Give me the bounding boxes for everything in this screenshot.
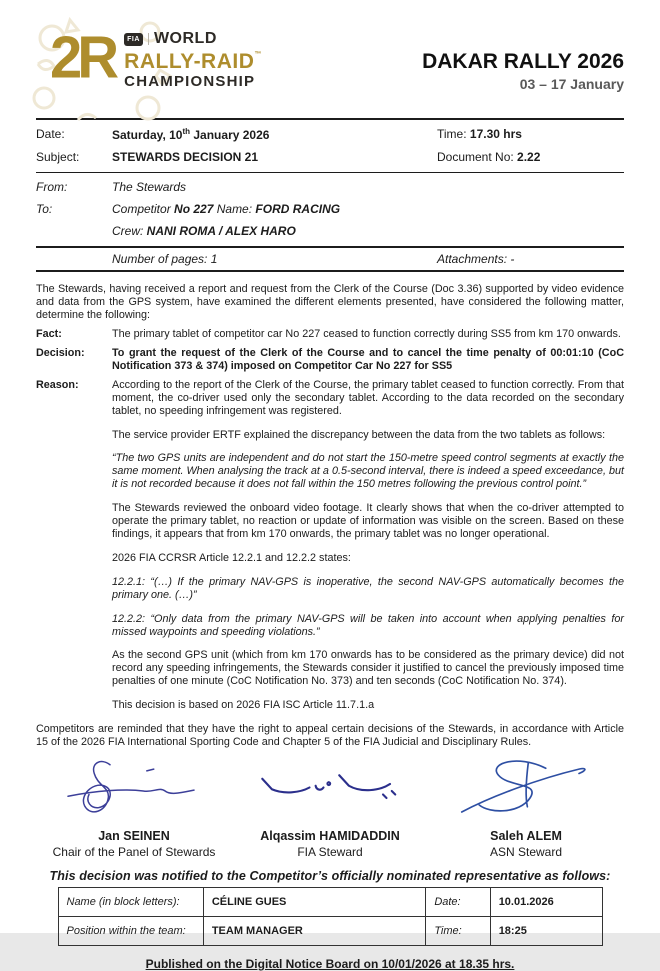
- article-1221-quote: 12.2.1: “(…) If the primary NAV-GPS is inoperative, the second NAV-GPS automatically becomes the primary one. (…)”: [112, 575, 624, 601]
- position-label: Position within the team:: [58, 916, 203, 945]
- from-value: The Stewards: [112, 180, 187, 194]
- intro-paragraph: The Stewards, having received a report and request from the Clerk of the Course (Doc 3.36) supported by video evidence and data from the GPS system, have examined the different elements presented, have considered the following matter, determine the following:: [36, 282, 624, 321]
- logo-world-text: WORLD: [153, 30, 217, 47]
- time-label: Time:: [426, 916, 490, 945]
- crew-value: Crew: NANI ROMA / ALEX HARO: [112, 224, 296, 238]
- appeal-paragraph: Competitors are reminded that they have the right to appeal certain decisions of the Stewards, in accordance with Article 15 of the 2026 FIA International Sporting Code and Chapter 5 of the FIA Judicial and Disciplinary Rules.: [36, 722, 624, 748]
- position-value: TEAM MANAGER: [203, 916, 426, 945]
- signatures-block: [36, 755, 624, 859]
- fia-badge: FIA: [124, 33, 143, 46]
- steward-role: Chair of the Panel of Stewards: [52, 844, 216, 859]
- from-label: From:: [36, 180, 68, 194]
- name-value: CÉLINE GUES: [203, 887, 426, 916]
- to-label: To:: [36, 202, 53, 216]
- reason-paragraph-5: As the second GPS unit (which from km 170 onwards has to be considered as the primary device) did not record any speeding infringements, the Stewards consider it justified to cancel the previously imposed time penalties of one minute (CoC Notification No. 373) and ten seconds (CoC Notification No. 374).: [112, 649, 624, 688]
- time-value: 17.30 hrs: [469, 127, 522, 141]
- steward-name: Saleh ALEM: [490, 828, 562, 843]
- reason-section: [36, 379, 624, 418]
- crew-row: [36, 220, 624, 242]
- to-row: [36, 198, 624, 220]
- published-notice: Published on the Digital Notice Board on 10/01/2026 at 18.35 hrs.: [145, 956, 515, 971]
- signature-image-seinen: [36, 755, 232, 827]
- steward-name: Jan SEINEN: [98, 828, 170, 843]
- document-body: [36, 283, 624, 749]
- article-1222-quote: 12.2.2: “Only data from the primary NAV-GPS will be taken into account when applying penalties for missed waypoints and speeding violations.”: [112, 612, 624, 638]
- pages-row: [36, 248, 624, 270]
- subject-value: STEWARDS DECISION 21: [112, 150, 259, 164]
- fact-label: Fact:: [36, 327, 62, 340]
- decision-section: [36, 347, 624, 373]
- time-label: Time:: [437, 127, 470, 141]
- signature-fia-steward: [232, 755, 428, 859]
- event-dates: 03 – 17 January: [519, 76, 624, 92]
- signature-image-alem: [428, 755, 624, 827]
- fact-text: The primary tablet of competitor car No 227 ceased to function correctly during SS5 from km 170 onwards.: [112, 327, 621, 340]
- logo-championship-text: CHAMPIONSHIP: [124, 73, 256, 90]
- trademark-symbol: ™: [254, 51, 262, 58]
- competitor-number: No 227: [174, 202, 214, 216]
- steward-name: Alqassim HAMIDADDIN: [260, 828, 400, 843]
- table-row: [58, 916, 602, 945]
- document-no-field: [437, 150, 624, 164]
- attachments-label: Attachments: -: [437, 252, 515, 266]
- fact-section: [36, 328, 624, 341]
- crew-names: NANI ROMA / ALEX HARO: [146, 224, 296, 238]
- steward-role: ASN Steward: [489, 844, 563, 859]
- w2rc-2r-mark: 2R: [50, 24, 115, 91]
- logo-divider: [148, 33, 149, 45]
- table-row: [58, 887, 602, 916]
- document-no-value: 2.22: [517, 150, 541, 164]
- document-header: [36, 26, 624, 118]
- from-row: [36, 176, 624, 198]
- event-header: [422, 50, 624, 92]
- reason-paragraph-3: The Stewards reviewed the onboard video footage. It clearly shows that when the co-driver attempted to operate the primary tablet, no reaction or update of information was visible on the screen. Based on these findings, it appears that from km 170 onwards, the primary tablet was no longer operational.: [112, 502, 624, 541]
- date-value: Saturday, 10th January 2026: [112, 127, 270, 142]
- reason-paragraph-1: According to the report of the Clerk of the Course, the primary tablet ceased to function correctly. From that moment, the co-driver used only the secondary tablet. According to the data recorded on the secondary tablet, no speeding infringement was registered.: [112, 378, 624, 417]
- decision-text: To grant the request of the Clerk of the Course and to cancel the time penalty of 00:01:10 (CoC Notification 373 & 374) imposed on Competitor Car No 227 for SS5: [112, 346, 624, 372]
- w2rc-logo: [36, 26, 262, 90]
- reason-label: Reason:: [36, 378, 79, 391]
- event-title: DAKAR RALLY 2026: [422, 50, 624, 73]
- date-label: Date:: [426, 887, 490, 916]
- name-label: Name (in block letters):: [58, 887, 203, 916]
- to-value: Competitor No 227 Name: FORD RACING: [112, 202, 341, 216]
- reason-paragraph-4: 2026 FIA CCRSR Article 12.2.1 and 12.2.2 states:: [112, 551, 351, 564]
- steward-role: FIA Steward: [297, 844, 363, 859]
- decision-label: Decision:: [36, 346, 85, 359]
- reason-paragraph-2: The service provider ERTF explained the discrepancy between the data from the two tablets as follows:: [112, 428, 606, 441]
- reason-paragraph-6: This decision is based on 2026 FIA ISC Article 11.7.1.a: [112, 699, 375, 712]
- subject-row: [36, 146, 624, 168]
- date-label: Date:: [36, 127, 65, 141]
- signature-chair: [36, 755, 232, 859]
- signature-asn-steward: [428, 755, 624, 859]
- subject-label: Subject:: [36, 150, 80, 164]
- signature-image-hamidaddin: [232, 755, 428, 827]
- competitor-name: FORD RACING: [255, 202, 341, 216]
- ertf-quote: “The two GPS units are independent and do not start the 150-metre speed control segments at exactly the same moment. When analysing the track at a 0.5-second interval, there is indeed a speed exceedance, but it is not recorded because it does not fall within the 150 metres following the previous control point.”: [112, 452, 624, 491]
- pages-label: Number of pages: 1: [112, 252, 218, 266]
- document-no-label: Document No:: [437, 150, 518, 164]
- notification-table: [58, 887, 603, 946]
- notification-heading: This decision was notified to the Competitor’s officially nominated representative as follows:: [49, 868, 611, 883]
- fromto-block: [36, 173, 624, 246]
- logo-rallyraid-text: RALLY-RAID™: [124, 50, 262, 73]
- time-field: [437, 127, 624, 142]
- pages-rule-bottom: [36, 270, 624, 272]
- date-value: 10.01.2026: [490, 887, 602, 916]
- w2rc-logo-text: [124, 31, 262, 89]
- time-value: 18:25: [490, 916, 602, 945]
